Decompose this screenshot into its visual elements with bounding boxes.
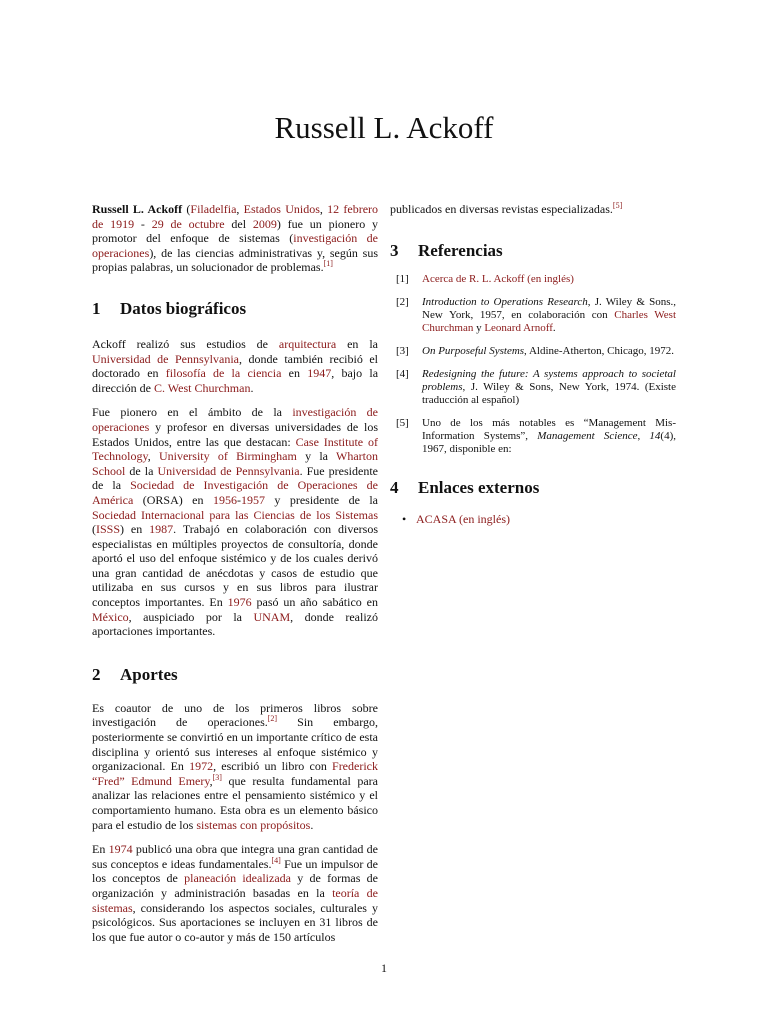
link-acasa[interactable]: ACASA (en inglés) [416, 511, 510, 526]
link-isss[interactable]: ISSS [96, 522, 121, 537]
section-heading-aportes: 2 Aportes [92, 664, 178, 684]
link-acerca-ackoff[interactable]: Acerca de R. L. Ackoff (en inglés) [422, 272, 574, 285]
link-emery[interactable]: Frederick “Fred” Edmund Emery [92, 759, 378, 788]
link-1956[interactable]: 1956 [212, 492, 237, 507]
link-sistemas-proposito[interactable]: sistemas con propósitos [196, 817, 311, 832]
link-1976[interactable]: 1976 [227, 595, 252, 610]
subject-name: Russell L. Ackoff [92, 202, 183, 216]
section-heading-datos: 1 Datos biográficos [92, 298, 247, 318]
citation-3[interactable]: [3] [212, 772, 222, 782]
reference-item: [5] Uno de los más notables es “Management Mis-Information Systems”, Management Science, 14(4), 1967, disponible en: [396, 416, 676, 455]
aportes-paragraph-2: En 1974 publicó una obra que integra una gran cantidad de sus conceptos e ideas fundamentales.[4] Fue un impulsor de los conceptos de planeación idealizada y de formas de organización y administración basadas en la teoría de sistemas, considerando los aspectos sociales, culturales y psicológicos. Sus aportaciones se incluyen en 31 libros de los que fue autor o co-autor y más de 150 artículos [92, 842, 379, 944]
left-column [92, 202, 378, 954]
aportes-continuation: publicados en diversas revistas especializadas.[5] [390, 201, 623, 216]
citation-4[interactable]: [4] [271, 855, 281, 865]
link-birth-date[interactable]: 12 febrero de 1919 [92, 202, 379, 231]
link-leonard-arnoff[interactable]: Leonard Arnoff [484, 321, 553, 334]
link-charles-churchman[interactable]: Charles West Churchman [422, 308, 677, 334]
citation-5[interactable]: [5] [612, 201, 623, 210]
link-1957[interactable]: 1957 [240, 492, 265, 507]
link-upenn[interactable]: Universidad de Pennsylvania [92, 351, 239, 366]
aportes-paragraph-1: Es coautor de uno de los primeros libros sobre investigación de operaciones.[2] Sin embargo, posteriormente se convirtió en un importante crítico de esta disciplina y orientó sus intereses al enfoque sistémico y organizacional. En 1972, escribió un libro con Frederick “Fred” Edmund Emery,[3] que resulta fundamental para analizar las relaciones entre el pensamiento sistémico y el comportamiento humano. Esta obra es un elemento básico para el estudio de los sistemas con propósitos. [92, 700, 378, 832]
link-case-institute[interactable]: Case Institute of Technology [92, 434, 378, 464]
link-2009[interactable]: 2009 [252, 216, 277, 231]
link-upenn-2[interactable]: Universidad de Pennsylvania [157, 463, 300, 478]
list-item [390, 512, 676, 526]
right-column [390, 202, 676, 526]
reference-item: [2] Introduction to Operations Research, J. Wiley & Sons., New York, 1957, en colaboración con Charles West Churchman y Leonard Arnoff. [396, 295, 677, 334]
intro-paragraph: Russell L. Ackoff (Filadelfia, Estados Unidos, 12 febrero de 1919 - 29 de octubre del 2009) fue un pionero y promotor del enfoque de sistemas (investigación de operaciones), de las ciencias administrativas y, según sus propias palabras, un solucionador de problemas.[1] [92, 202, 379, 275]
link-death-date[interactable]: 29 de octubre [151, 216, 225, 231]
link-unam[interactable]: UNAM [253, 609, 291, 624]
reference-item: [1] Acerca de R. L. Ackoff (en inglés) [396, 272, 574, 285]
references-list [390, 273, 676, 456]
link-1974[interactable]: 1974 [108, 842, 133, 857]
page-title: Russell L. Ackoff [274, 110, 494, 145]
link-planeacion-idealizada[interactable]: planeación idealizada [184, 871, 291, 886]
link-mexico[interactable]: México [92, 609, 129, 624]
link-estados-unidos[interactable]: Estados Unidos [243, 202, 320, 216]
reference-item: [4] Redesigning the future: A systems approach to societal problems, J. Wiley & Sons, New York, 1974. (Existe traducción al español) [396, 367, 676, 406]
link-churchman[interactable]: C. West Churchman [153, 380, 251, 395]
link-filosofia-ciencia[interactable]: filosofía de la ciencia [165, 366, 282, 381]
external-links-list [390, 512, 676, 526]
datos-paragraph-2: Fue pionero en el ámbito de la investigación de operaciones y profesor en diversas universidades de los Estados Unidos, entre las que destacan: Case Institute of Technology, University of Birmingham y la Wharton School de la Universidad de Pennsylvania. Fue presidente de la Sociedad de Investigación de Operaciones de América (ORSA) en 1956-1957 y presidente de la Sociedad Internacional para las Ciencias de los Sistemas (ISSS) en 1987. Trabajó en colaboración con diversos especialistas en múltiples proyectos de consultoría, donde aportó el uso del enfoque sistémico y de los cuales derivó una gran cantidad de anécdotas y casos de estudio que utilizaba en sus cursos y en sus libros para ilustrar conceptos importantes. En 1976 pasó un año sabático en México, auspiciado por la UNAM, donde realizó aportaciones importantes. [92, 405, 379, 639]
section-heading-referencias: 3 Referencias [390, 240, 503, 260]
link-birmingham[interactable]: University of Birmingham [158, 449, 297, 464]
section-heading-enlaces: 4 Enlaces externos [390, 477, 540, 497]
link-arquitectura[interactable]: arquitectura [278, 336, 337, 351]
link-1972[interactable]: 1972 [189, 759, 214, 774]
page-number: 1 [381, 961, 387, 975]
link-1947[interactable]: 1947 [307, 366, 332, 381]
link-orsa[interactable]: Sociedad de Investigación de Operaciones de América [92, 478, 378, 507]
link-investigacion-operaciones[interactable]: investigación de operaciones [92, 231, 378, 260]
citation-2[interactable]: [2] [267, 714, 278, 724]
link-investigacion-operaciones-2[interactable]: investigación de operaciones [92, 405, 378, 434]
link-wharton[interactable]: Wharton School [92, 449, 379, 478]
reference-item: [3] On Purposeful Systems, Aldine-Atherton, Chicago, 1972. [396, 344, 675, 357]
link-1987[interactable]: 1987 [149, 522, 174, 537]
citation-1[interactable]: [1] [323, 259, 333, 269]
bullet-icon: • [402, 511, 407, 526]
link-sociedad-internacional[interactable]: Sociedad Internacional para las Ciencias de los Sistemas [92, 507, 378, 522]
datos-paragraph-1: Ackoff realizó sus estudios de arquitectura en la Universidad de Pennsylvania, donde también recibió el doctorado en filosofía de la ciencia en 1947, bajo la dirección de C. West Churchman. [92, 336, 379, 395]
link-filadelfia[interactable]: Filadelfia [190, 202, 237, 216]
link-teoria-sistemas[interactable]: teoría de sistemas [92, 885, 378, 915]
